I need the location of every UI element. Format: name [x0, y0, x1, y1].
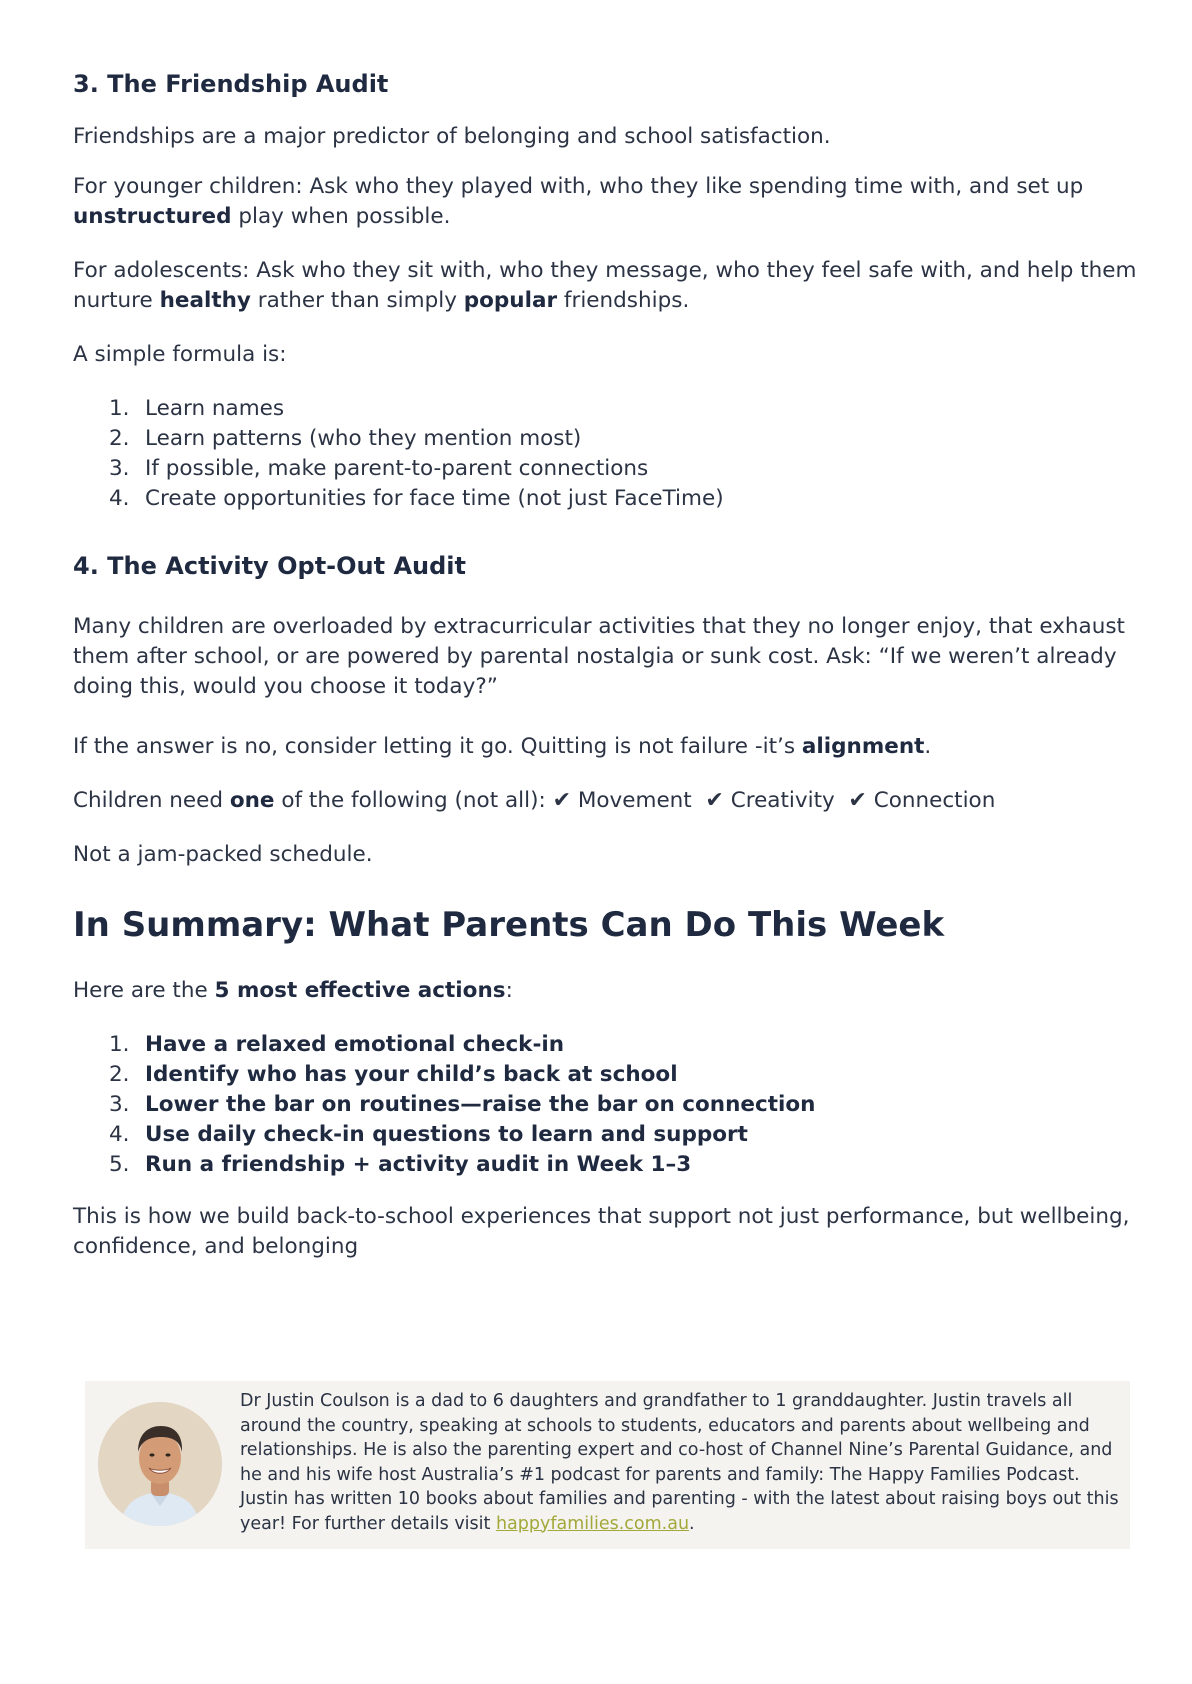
- alignment-bold: alignment: [801, 734, 925, 759]
- bio-suffix: .: [689, 1513, 695, 1534]
- younger-children-paragraph: [73, 172, 1138, 232]
- children-need-paragraph: [73, 786, 1138, 816]
- activity-paragraph: Many children are overloaded by extracurricular activities that they no longer enjoy, that exhaust them after school, or are powered by parental nostalgia or sunk cost. Ask: “If we weren’t already doing this, would you choose it today?”: [73, 614, 1125, 699]
- alignment-suffix: .: [924, 734, 932, 759]
- summary-heading: In Summary: What Parents Can Do This Week: [73, 905, 945, 945]
- adolescent-bold-popular: popular: [463, 288, 558, 313]
- list-item: 2. Learn patterns (who they mention most): [109, 426, 582, 451]
- check-icon: ✔: [705, 788, 724, 813]
- website-link[interactable]: happyfamilies.com.au: [495, 1513, 690, 1534]
- adolescent-suffix: friendships.: [557, 288, 690, 313]
- adolescent-mid: rather than simply: [250, 288, 464, 313]
- summary-intro-bold: 5 most effective actions: [214, 978, 506, 1003]
- alignment-prefix: If the answer is no, consider letting it go. Quitting is not failure -it’s: [73, 734, 802, 759]
- check-icon: ✔: [552, 788, 571, 813]
- list-item: 4. Create opportunities for face time (not just FaceTime): [109, 486, 724, 511]
- younger-suffix: play when possible.: [231, 204, 451, 229]
- formula-intro: A simple formula is:: [73, 342, 287, 367]
- list-item: 5. Run a friendship + activity audit in Week 1–3: [109, 1152, 692, 1177]
- list-item: 1. Have a relaxed emotional check-in: [109, 1032, 565, 1057]
- friendship-audit-heading: 3. The Friendship Audit: [73, 70, 389, 98]
- need-item: Connection: [873, 788, 996, 813]
- summary-intro: [73, 976, 1138, 1006]
- formula-list: [73, 394, 724, 514]
- adolescents-paragraph: [73, 256, 1138, 316]
- adolescent-bold-healthy: healthy: [159, 288, 251, 313]
- younger-bold: unstructured: [73, 204, 232, 229]
- list-item: 1. Learn names: [109, 396, 285, 421]
- activity-audit-heading: 4. The Activity Opt-Out Audit: [73, 552, 466, 580]
- author-bio-box: [85, 1381, 1130, 1549]
- need-suffix: of the following (not all):: [274, 788, 546, 813]
- need-prefix: Children need: [73, 788, 230, 813]
- friendship-intro: Friendships are a major predictor of belonging and school satisfaction.: [73, 124, 831, 149]
- summary-closing: This is how we build back-to-school experiences that support not just performance, but wellbeing, confidence, and belonging: [73, 1204, 1130, 1259]
- younger-prefix: For younger children: Ask who they played with, who they like spending time with, and set up: [73, 174, 1084, 199]
- list-item: 3. Lower the bar on routines—raise the bar on connection: [109, 1092, 816, 1117]
- need-bold: one: [229, 788, 275, 813]
- summary-intro-prefix: Here are the: [73, 978, 215, 1003]
- author-photo-icon: [98, 1402, 222, 1526]
- schedule-closing: Not a jam-packed schedule.: [73, 842, 373, 867]
- list-item: 4. Use daily check-in questions to learn and support: [109, 1122, 748, 1147]
- check-icon: ✔: [848, 788, 867, 813]
- list-item: 3. If possible, make parent-to-parent connections: [109, 456, 649, 481]
- avatar: [98, 1402, 222, 1526]
- author-bio-text: [240, 1389, 1120, 1536]
- adolescent-prefix: For adolescents: Ask who they sit with, who they message, who they feel safe with, and help them nurture: [73, 258, 1137, 313]
- need-item: Creativity: [730, 788, 835, 813]
- summary-intro-suffix: :: [505, 978, 513, 1003]
- alignment-paragraph: [73, 732, 1138, 762]
- bio-body: Dr Justin Coulson is a dad to 6 daughters and grandfather to 1 granddaughter. Justin travels all around the country, speaking at schools to students, educators and parents about wellbeing and relationships. He is also the parenting expert and co-host of Channel Nine’s Parental Guidance, and he and his wife host Australia’s #1 podcast for parents and family: The Happy Families Podcast. Justin has written 10 books about families and parenting - with the latest about raising boys out this year! For further details visit: [240, 1391, 1119, 1534]
- actions-list: [73, 1030, 815, 1180]
- need-item: Movement: [577, 788, 692, 813]
- list-item: 2. Identify who has your child’s back at school: [109, 1062, 678, 1087]
